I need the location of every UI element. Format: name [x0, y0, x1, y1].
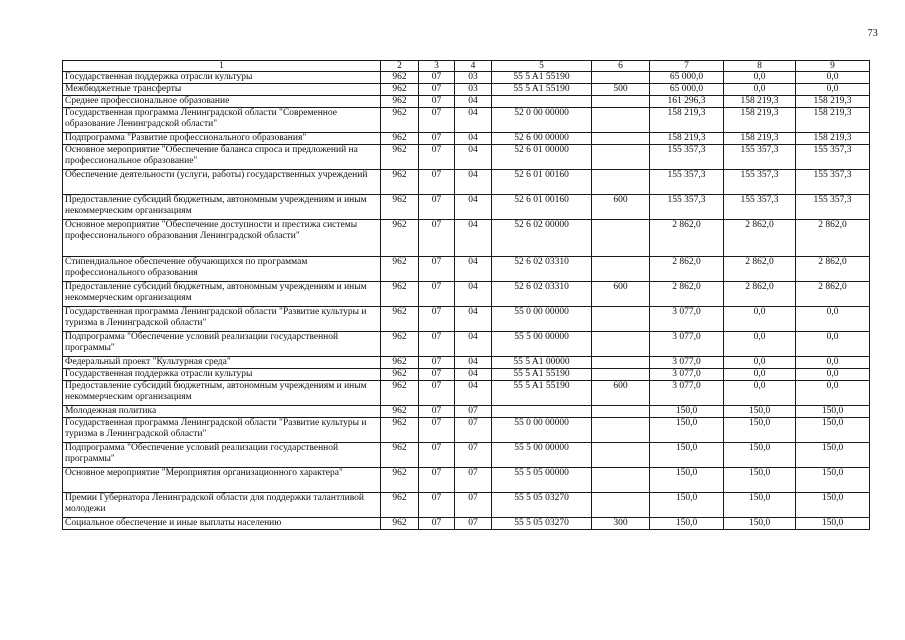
- amount-col9-cell: 0,0: [796, 357, 870, 369]
- section-cell: 07: [419, 418, 455, 443]
- section-cell: 07: [419, 108, 455, 133]
- amount-col8-cell: 158 219,3: [724, 108, 796, 133]
- section-cell: 07: [419, 195, 455, 220]
- row-name-cell: Государственная поддержка отрасли культуры: [63, 72, 381, 84]
- table-row: [63, 357, 870, 369]
- section-cell: 07: [419, 84, 455, 96]
- subsection-cell: 07: [455, 406, 492, 418]
- subsection-cell: 04: [455, 381, 492, 406]
- admin-code-cell: 962: [381, 195, 419, 220]
- target-article-cell: 55 5 05 03270: [492, 493, 592, 518]
- amount-col8-cell: 0,0: [724, 369, 796, 381]
- target-article-cell: [492, 96, 592, 108]
- section-cell: 07: [419, 170, 455, 195]
- expense-type-cell: [592, 418, 650, 443]
- amount-col8-cell: 0,0: [724, 332, 796, 357]
- amount-col7-cell: 3 077,0: [650, 369, 724, 381]
- subsection-cell: 04: [455, 282, 492, 307]
- amount-col9-cell: 155 357,3: [796, 145, 870, 170]
- table-row: [63, 133, 870, 145]
- amount-col9-cell: 0,0: [796, 381, 870, 406]
- row-name-cell: Государственная программа Ленинградской области "Современное образование Ленинградской области": [63, 108, 381, 133]
- expense-type-cell: [592, 170, 650, 195]
- row-name-cell: Государственная программа Ленинградской области "Развитие культуры и туризма в Ленинградской области": [63, 418, 381, 443]
- expense-type-cell: 300: [592, 518, 650, 530]
- table-row: [63, 381, 870, 406]
- amount-col7-cell: 2 862,0: [650, 282, 724, 307]
- expense-type-cell: [592, 443, 650, 468]
- expense-type-cell: [592, 369, 650, 381]
- subsection-cell: 04: [455, 357, 492, 369]
- admin-code-cell: 962: [381, 133, 419, 145]
- subsection-cell: 07: [455, 443, 492, 468]
- table-row: [63, 257, 870, 282]
- row-name-cell: Среднее профессиональное образование: [63, 96, 381, 108]
- amount-col7-cell: 3 077,0: [650, 307, 724, 332]
- amount-col7-cell: 150,0: [650, 418, 724, 443]
- admin-code-cell: 962: [381, 257, 419, 282]
- target-article-cell: 52 6 02 03310: [492, 257, 592, 282]
- table-row: [63, 493, 870, 518]
- subsection-cell: 04: [455, 369, 492, 381]
- row-name-cell: Социальное обеспечение и иные выплаты населению: [63, 518, 381, 530]
- section-cell: 07: [419, 282, 455, 307]
- target-article-cell: 55 5 A1 00000: [492, 357, 592, 369]
- admin-code-cell: 962: [381, 307, 419, 332]
- amount-col9-cell: 158 219,3: [796, 108, 870, 133]
- row-name-cell: Основное мероприятие "Обеспечение доступности и престижа системы профессионального образования Ленинградской области": [63, 220, 381, 257]
- subsection-cell: 04: [455, 108, 492, 133]
- section-cell: 07: [419, 332, 455, 357]
- expense-type-cell: [592, 307, 650, 332]
- amount-col8-cell: 150,0: [724, 418, 796, 443]
- amount-col7-cell: 150,0: [650, 406, 724, 418]
- table-row: [63, 406, 870, 418]
- row-name-cell: Обеспечение деятельности (услуги, работы) государственных учреждений: [63, 170, 381, 195]
- amount-col7-cell: 150,0: [650, 443, 724, 468]
- subsection-cell: 04: [455, 145, 492, 170]
- column-header: 4: [455, 61, 492, 72]
- amount-col7-cell: 155 357,3: [650, 170, 724, 195]
- expense-type-cell: [592, 108, 650, 133]
- amount-col8-cell: 0,0: [724, 381, 796, 406]
- subsection-cell: 07: [455, 518, 492, 530]
- amount-col9-cell: 150,0: [796, 518, 870, 530]
- section-cell: 07: [419, 381, 455, 406]
- table-row: [63, 84, 870, 96]
- target-article-cell: 52 0 00 00000: [492, 108, 592, 133]
- section-cell: 07: [419, 307, 455, 332]
- amount-col8-cell: 155 357,3: [724, 145, 796, 170]
- amount-col7-cell: 155 357,3: [650, 145, 724, 170]
- section-cell: 07: [419, 468, 455, 493]
- admin-code-cell: 962: [381, 96, 419, 108]
- row-name-cell: Основное мероприятие "Обеспечение баланса спроса и предложений на профессиональное образование": [63, 145, 381, 170]
- column-header: 7: [650, 61, 724, 72]
- expense-type-cell: 600: [592, 195, 650, 220]
- column-header: 8: [724, 61, 796, 72]
- amount-col8-cell: 155 357,3: [724, 170, 796, 195]
- amount-col7-cell: 158 219,3: [650, 108, 724, 133]
- section-cell: 07: [419, 133, 455, 145]
- section-cell: 07: [419, 96, 455, 108]
- expense-type-cell: [592, 357, 650, 369]
- amount-col7-cell: 65 000,0: [650, 72, 724, 84]
- section-cell: 07: [419, 493, 455, 518]
- amount-col9-cell: 0,0: [796, 72, 870, 84]
- target-article-cell: 52 6 01 00160: [492, 195, 592, 220]
- expense-type-cell: 600: [592, 381, 650, 406]
- expense-type-cell: [592, 96, 650, 108]
- section-cell: 07: [419, 518, 455, 530]
- row-name-cell: Подпрограмма "Обеспечение условий реализации государственной программы": [63, 443, 381, 468]
- amount-col9-cell: 150,0: [796, 418, 870, 443]
- section-cell: 07: [419, 357, 455, 369]
- table-row: [63, 108, 870, 133]
- amount-col8-cell: 150,0: [724, 468, 796, 493]
- table-row: [63, 443, 870, 468]
- amount-col9-cell: 2 862,0: [796, 257, 870, 282]
- amount-col8-cell: 2 862,0: [724, 282, 796, 307]
- column-header: 2: [381, 61, 419, 72]
- amount-col8-cell: 0,0: [724, 84, 796, 96]
- amount-col9-cell: 0,0: [796, 84, 870, 96]
- expense-type-cell: [592, 72, 650, 84]
- subsection-cell: 07: [455, 468, 492, 493]
- amount-col8-cell: 150,0: [724, 493, 796, 518]
- amount-col9-cell: 158 219,3: [796, 133, 870, 145]
- target-article-cell: 55 5 05 00000: [492, 468, 592, 493]
- section-cell: 07: [419, 145, 455, 170]
- row-name-cell: Стипендиальное обеспечение обучающихся по программам профессионального образования: [63, 257, 381, 282]
- amount-col7-cell: 3 077,0: [650, 357, 724, 369]
- admin-code-cell: 962: [381, 170, 419, 195]
- table-body: [63, 72, 870, 530]
- row-name-cell: Предоставление субсидий бюджетным, автономным учреждениям и иным некоммерческим организациям: [63, 195, 381, 220]
- column-header: 5: [492, 61, 592, 72]
- section-cell: 07: [419, 220, 455, 257]
- amount-col7-cell: 155 357,3: [650, 195, 724, 220]
- subsection-cell: 04: [455, 332, 492, 357]
- amount-col7-cell: 3 077,0: [650, 381, 724, 406]
- table-row: [63, 282, 870, 307]
- admin-code-cell: 962: [381, 381, 419, 406]
- expense-type-cell: [592, 493, 650, 518]
- table-row: [63, 145, 870, 170]
- target-article-cell: 55 5 00 00000: [492, 332, 592, 357]
- table-row: [63, 96, 870, 108]
- expense-type-cell: [592, 220, 650, 257]
- subsection-cell: 04: [455, 96, 492, 108]
- section-cell: 07: [419, 406, 455, 418]
- expense-type-cell: 600: [592, 282, 650, 307]
- admin-code-cell: 962: [381, 220, 419, 257]
- admin-code-cell: 962: [381, 84, 419, 96]
- amount-col7-cell: 161 296,3: [650, 96, 724, 108]
- amount-col9-cell: 0,0: [796, 332, 870, 357]
- row-name-cell: Подпрограмма "Развитие профессионального образования": [63, 133, 381, 145]
- amount-col9-cell: 0,0: [796, 307, 870, 332]
- amount-col8-cell: 0,0: [724, 357, 796, 369]
- amount-col8-cell: 150,0: [724, 406, 796, 418]
- subsection-cell: 04: [455, 195, 492, 220]
- subsection-cell: 04: [455, 257, 492, 282]
- target-article-cell: 55 5 A1 55190: [492, 369, 592, 381]
- row-name-cell: Межбюджетные трансферты: [63, 84, 381, 96]
- subsection-cell: 04: [455, 220, 492, 257]
- target-article-cell: 55 5 A1 55190: [492, 381, 592, 406]
- section-cell: 07: [419, 369, 455, 381]
- subsection-cell: 03: [455, 84, 492, 96]
- amount-col7-cell: 2 862,0: [650, 257, 724, 282]
- subsection-cell: 07: [455, 418, 492, 443]
- subsection-cell: 04: [455, 133, 492, 145]
- admin-code-cell: 962: [381, 282, 419, 307]
- table-row: [63, 468, 870, 493]
- subsection-cell: 04: [455, 170, 492, 195]
- section-cell: 07: [419, 257, 455, 282]
- expense-type-cell: [592, 145, 650, 170]
- expense-type-cell: [592, 257, 650, 282]
- admin-code-cell: 962: [381, 406, 419, 418]
- amount-col8-cell: 0,0: [724, 307, 796, 332]
- amount-col9-cell: 158 219,3: [796, 96, 870, 108]
- column-header: 6: [592, 61, 650, 72]
- table-row: [63, 332, 870, 357]
- target-article-cell: 55 0 00 00000: [492, 418, 592, 443]
- row-name-cell: Молодежная политика: [63, 406, 381, 418]
- subsection-cell: 04: [455, 307, 492, 332]
- row-name-cell: Основное мероприятие "Мероприятия организационного характера": [63, 468, 381, 493]
- row-name-cell: Государственная программа Ленинградской области "Развитие культуры и туризма в Ленинградской области": [63, 307, 381, 332]
- amount-col7-cell: 65 000,0: [650, 84, 724, 96]
- admin-code-cell: 962: [381, 72, 419, 84]
- row-name-cell: Предоставление субсидий бюджетным, автономным учреждениям и иным некоммерческим организациям: [63, 381, 381, 406]
- subsection-cell: 07: [455, 493, 492, 518]
- amount-col9-cell: 150,0: [796, 406, 870, 418]
- admin-code-cell: 962: [381, 357, 419, 369]
- target-article-cell: 55 0 00 00000: [492, 307, 592, 332]
- amount-col9-cell: 2 862,0: [796, 220, 870, 257]
- admin-code-cell: 962: [381, 332, 419, 357]
- expense-type-cell: 500: [592, 84, 650, 96]
- amount-col8-cell: 2 862,0: [724, 257, 796, 282]
- amount-col7-cell: 3 077,0: [650, 332, 724, 357]
- table-row: [63, 518, 870, 530]
- amount-col9-cell: 155 357,3: [796, 195, 870, 220]
- admin-code-cell: 962: [381, 518, 419, 530]
- expense-type-cell: [592, 468, 650, 493]
- amount-col9-cell: 150,0: [796, 493, 870, 518]
- amount-col8-cell: 2 862,0: [724, 220, 796, 257]
- table-row: [63, 195, 870, 220]
- row-name-cell: Премии Губернатора Ленинградской области для поддержки талантливой молодежи: [63, 493, 381, 518]
- page-number: 73: [867, 28, 878, 39]
- column-header: 9: [796, 61, 870, 72]
- section-cell: 07: [419, 443, 455, 468]
- row-name-cell: Федеральный проект "Культурная среда": [63, 357, 381, 369]
- subsection-cell: 03: [455, 72, 492, 84]
- target-article-cell: 52 6 00 00000: [492, 133, 592, 145]
- target-article-cell: 55 5 A1 55190: [492, 84, 592, 96]
- table-row: [63, 418, 870, 443]
- amount-col7-cell: 150,0: [650, 493, 724, 518]
- row-name-cell: Государственная поддержка отрасли культуры: [63, 369, 381, 381]
- target-article-cell: 52 6 01 00160: [492, 170, 592, 195]
- amount-col8-cell: 150,0: [724, 443, 796, 468]
- admin-code-cell: 962: [381, 443, 419, 468]
- amount-col9-cell: 150,0: [796, 468, 870, 493]
- row-name-cell: Подпрограмма "Обеспечение условий реализации государственной программы": [63, 332, 381, 357]
- admin-code-cell: 962: [381, 493, 419, 518]
- amount-col7-cell: 150,0: [650, 518, 724, 530]
- column-header: 3: [419, 61, 455, 72]
- row-name-cell: Предоставление субсидий бюджетным, автономным учреждениям и иным некоммерческим организациям: [63, 282, 381, 307]
- amount-col9-cell: 155 357,3: [796, 170, 870, 195]
- target-article-cell: 52 6 01 00000: [492, 145, 592, 170]
- amount-col9-cell: 2 862,0: [796, 282, 870, 307]
- target-article-cell: 55 5 00 00000: [492, 443, 592, 468]
- admin-code-cell: 962: [381, 468, 419, 493]
- target-article-cell: [492, 406, 592, 418]
- amount-col7-cell: 150,0: [650, 468, 724, 493]
- admin-code-cell: 962: [381, 369, 419, 381]
- target-article-cell: 55 5 05 03270: [492, 518, 592, 530]
- target-article-cell: 52 6 02 03310: [492, 282, 592, 307]
- admin-code-cell: 962: [381, 145, 419, 170]
- table-row: [63, 72, 870, 84]
- amount-col8-cell: 0,0: [724, 72, 796, 84]
- table-row: [63, 369, 870, 381]
- expense-type-cell: [592, 133, 650, 145]
- amount-col9-cell: 0,0: [796, 369, 870, 381]
- admin-code-cell: 962: [381, 108, 419, 133]
- expense-type-cell: [592, 332, 650, 357]
- target-article-cell: 52 6 02 00000: [492, 220, 592, 257]
- amount-col8-cell: 158 219,3: [724, 133, 796, 145]
- expense-type-cell: [592, 406, 650, 418]
- budget-table: [62, 60, 870, 530]
- section-cell: 07: [419, 72, 455, 84]
- amount-col8-cell: 158 219,3: [724, 96, 796, 108]
- column-header: 1: [63, 61, 381, 72]
- target-article-cell: 55 5 A1 55190: [492, 72, 592, 84]
- table-row: [63, 307, 870, 332]
- amount-col8-cell: 150,0: [724, 518, 796, 530]
- table-row: [63, 170, 870, 195]
- admin-code-cell: 962: [381, 418, 419, 443]
- amount-col9-cell: 150,0: [796, 443, 870, 468]
- amount-col8-cell: 155 357,3: [724, 195, 796, 220]
- table-row: [63, 220, 870, 257]
- amount-col7-cell: 2 862,0: [650, 220, 724, 257]
- table-header-row: [63, 61, 870, 72]
- amount-col7-cell: 158 219,3: [650, 133, 724, 145]
